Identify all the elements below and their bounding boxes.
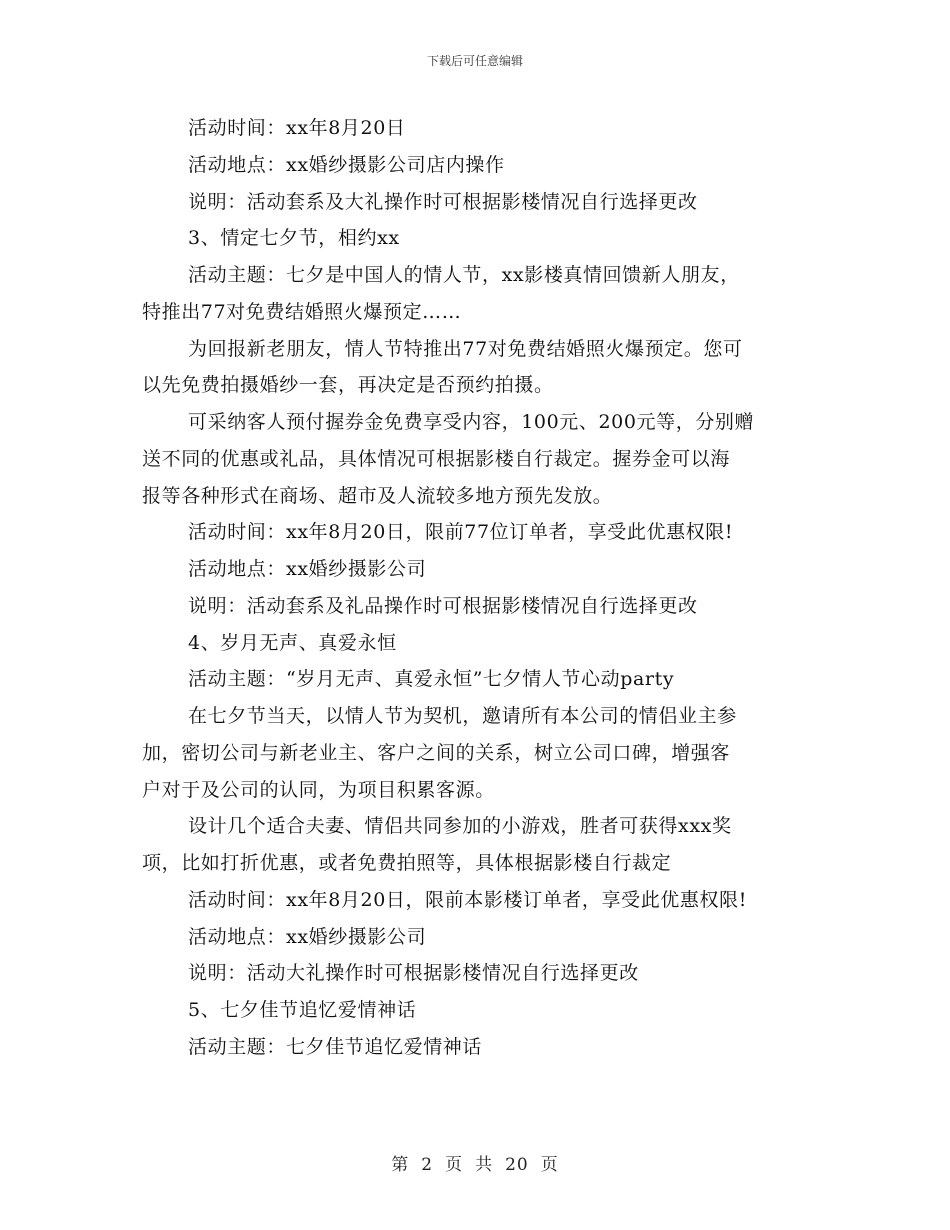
section-heading: 3、情定七夕节，相约xx [188,227,400,250]
footer-prefix: 第 [391,1155,410,1175]
paragraph-line: 项，比如打折优惠，或者免费拍照等，具体根据影楼自行裁定 [142,852,672,874]
paragraph-line: 户对于及公司的认同，为项目积累客源。 [142,778,495,801]
footer-total-label: 共 [475,1155,494,1175]
paragraph-line: 以先免费拍摄婚纱一套，再决定是否预约拍摄。 [142,374,554,397]
paragraph-line: 活动时间：xx年8月20日，限前77位订单者，享受此优惠权限! [188,521,734,544]
page-footer [0,1153,950,1177]
paragraph-line: 特推出77对免费结婚照火爆预定…… [142,300,462,323]
section-heading: 4、岁月无声、真爱永恒 [188,631,397,654]
footer-suffix: 页 [540,1155,559,1175]
paragraph-line: 送不同的优惠或礼品，具体情况可根据影楼自行裁定。握券金可以海 [142,447,731,470]
current-page-number: 2 [421,1155,434,1175]
paragraph-line: 说明：活动套系及大礼操作时可根据影楼情况自行选择更改 [188,190,698,213]
paragraph-line: 活动时间：xx年8月20日，限前本影楼订单者，享受此优惠权限! [188,888,747,911]
total-page-count: 20 [505,1155,529,1175]
paragraph-line: 活动主题：“岁月无声、真爱永恒”七夕情人节心动party [188,668,675,691]
footer-middle: 页 [445,1155,464,1175]
paragraph-line: 活动主题：七夕是中国人的情人节，xx影楼真情回馈新人朋友， [188,264,740,286]
paragraph-line: 报等各种形式在商场、超市及人流较多地方预先发放。 [142,484,613,507]
paragraph-line: 活动时间：xx年8月20日 [188,117,406,139]
paragraph-line: 活动地点：xx婚纱摄影公司 [188,558,427,580]
document-body [142,110,822,1066]
paragraph-line: 设计几个适合夫妻、情侣共同参加的小游戏，胜者可获得xxx奖 [188,815,732,838]
paragraph-line: 可采纳客人预付握券金免费享受内容，100元、200元等，分别赠 [188,411,755,433]
paragraph-line: 在七夕节当天，以情人节为契机，邀请所有本公司的情侣业主参 [188,705,737,727]
paragraph-line: 为回报新老朋友，情人节特推出77对免费结婚照火爆预定。您可 [188,337,743,360]
paragraph-line: 说明：活动大礼操作时可根据影楼情况自行选择更改 [188,962,639,985]
paragraph-line: 加，密切公司与新老业主、客户之间的关系，树立公司口碑，增强客 [142,741,731,764]
paragraph-line: 活动地点：xx婚纱摄影公司店内操作 [188,153,505,176]
paragraph-line: 活动地点：xx婚纱摄影公司 [188,925,427,948]
section-heading: 5、七夕佳节追忆爱情神话 [188,999,417,1021]
paragraph-line: 说明：活动套系及礼品操作时可根据影楼情况自行选择更改 [188,594,698,617]
paragraph-line: 活动主题：七夕佳节追忆爱情神话 [188,1035,483,1058]
page-header: 下载后可任意编辑 [426,54,523,68]
